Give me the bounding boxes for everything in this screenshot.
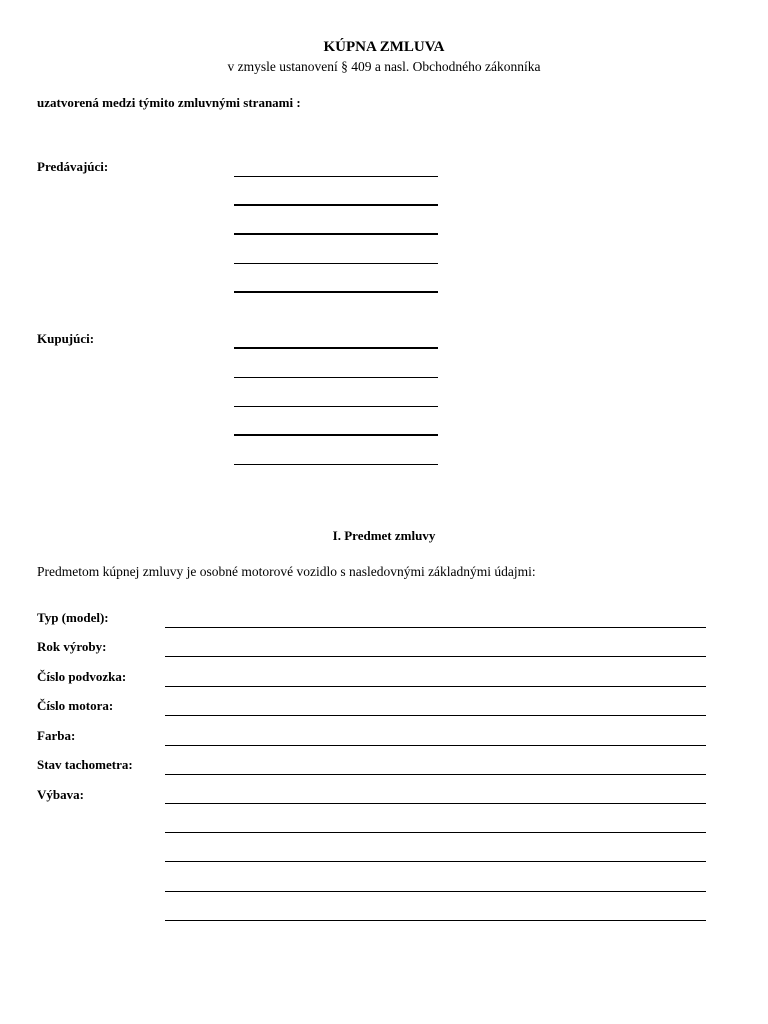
section-text: Predmetom kúpnej zmluvy je osobné motorové vozidlo s nasledovnými základnými údajmi: [37,564,536,579]
field-label-farba: Farba: [37,728,76,743]
seller-line[interactable] [234,263,438,264]
field-label-rok-vyroby: Rok výroby: [37,639,107,654]
field-line-cislo-podvozka[interactable] [165,686,706,687]
field-line-cislo-motora[interactable] [165,715,706,716]
buyer-line[interactable] [234,434,438,436]
seller-line[interactable] [234,291,438,293]
field-line-vybava-extra[interactable] [165,920,706,921]
field-label-cislo-podvozka: Číslo podvozka: [37,669,127,684]
field-line-typ[interactable] [165,627,706,628]
field-line-vybava-extra[interactable] [165,861,706,862]
buyer-line[interactable] [234,347,438,349]
section-heading: I. Predmet zmluvy [332,528,436,543]
buyer-line[interactable] [234,464,438,465]
buyer-label: Kupujúci: [37,331,95,346]
buyer-line[interactable] [234,406,438,407]
field-label-vybava: Výbava: [37,787,84,802]
seller-line[interactable] [234,233,438,235]
field-label-typ: Typ (model): [37,610,109,625]
seller-line[interactable] [234,204,438,206]
field-line-farba[interactable] [165,745,706,746]
seller-line[interactable] [234,176,438,177]
buyer-line[interactable] [234,377,438,378]
field-line-vybava-extra[interactable] [165,832,706,833]
field-line-stav-tachometra[interactable] [165,774,706,775]
seller-label: Predávajúci: [37,159,109,174]
field-label-stav-tachometra: Stav tachometra: [37,757,133,772]
field-label-cislo-motora: Číslo motora: [37,698,114,713]
field-line-vybava-extra[interactable] [165,891,706,892]
contract-intro: uzatvorená medzi týmito zmluvnými stranami : [37,95,301,110]
field-line-rok-vyroby[interactable] [165,656,706,657]
document-subtitle: v zmysle ustanovení § 409 a nasl. Obchodného zákonníka [227,59,541,74]
field-line-vybava[interactable] [165,803,706,804]
document-title: KÚPNA ZMLUVA [323,39,445,55]
